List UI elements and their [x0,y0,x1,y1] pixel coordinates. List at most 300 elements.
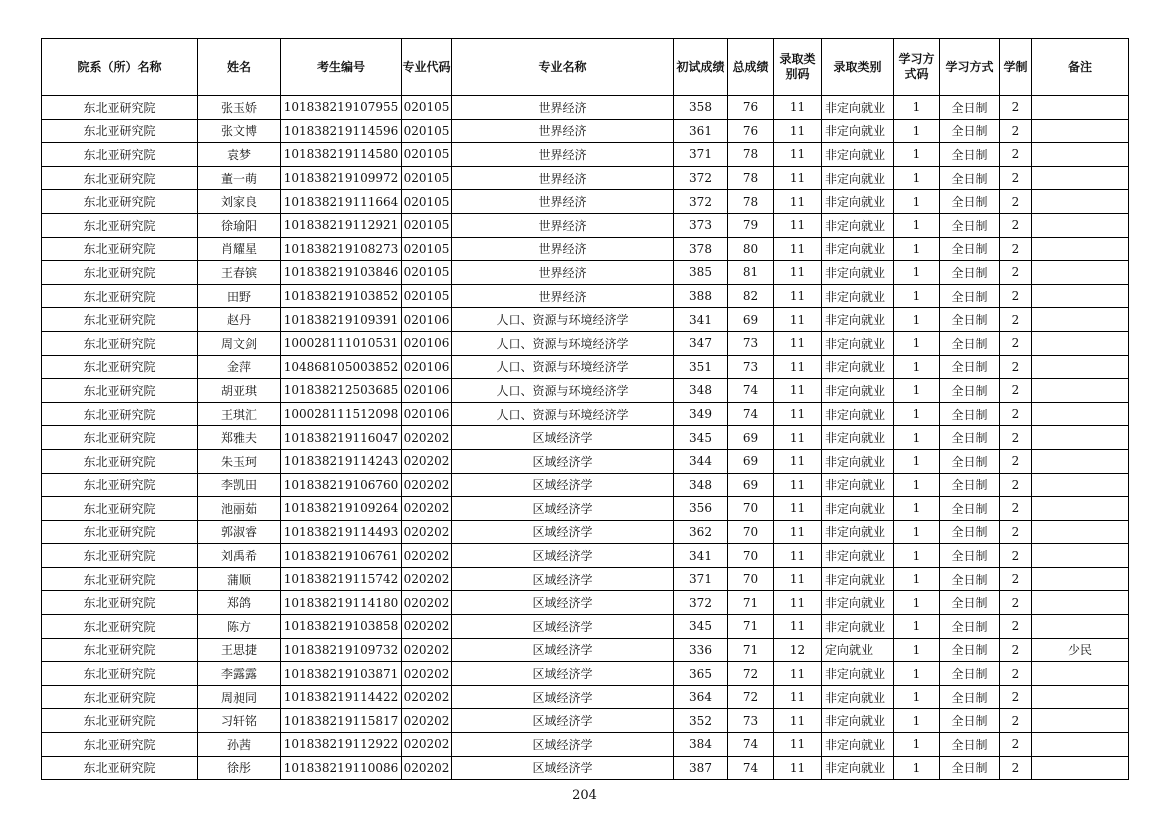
cell-major-code: 020105 [402,237,452,261]
table-row [42,213,1129,237]
table-row [42,402,1129,426]
cell-duration: 2 [1000,709,1032,733]
cell-candidate-id: 101838219115742 [281,567,402,591]
cell-category: 非定向就业 [822,213,894,237]
cell-category-code: 11 [774,402,822,426]
header-study-mode: 学习方式 [940,39,1000,96]
cell-candidate-id: 101838219108273 [281,237,402,261]
header-initial-score: 初试成绩 [674,39,728,96]
cell-category: 非定向就业 [822,96,894,120]
cell-department: 东北亚研究院 [42,544,198,568]
cell-duration: 2 [1000,615,1032,639]
cell-category-code: 11 [774,520,822,544]
cell-remarks [1032,520,1129,544]
cell-study-mode: 全日制 [940,662,1000,686]
cell-category: 非定向就业 [822,190,894,214]
cell-total-score: 78 [728,166,774,190]
cell-major-name: 人口、资源与环境经济学 [452,355,674,379]
cell-category: 非定向就业 [822,355,894,379]
cell-category: 非定向就业 [822,379,894,403]
cell-initial-score: 372 [674,166,728,190]
cell-total-score: 72 [728,662,774,686]
cell-major-code: 020105 [402,284,452,308]
table-header [42,39,1129,96]
cell-name: 蒲顺 [198,567,281,591]
table-row [42,520,1129,544]
cell-initial-score: 388 [674,284,728,308]
cell-total-score: 69 [728,473,774,497]
table-row [42,615,1129,639]
cell-duration: 2 [1000,261,1032,285]
cell-candidate-id: 101838219114580 [281,143,402,167]
cell-major-code: 020105 [402,190,452,214]
cell-category-code: 11 [774,449,822,473]
header-total-score: 总成绩 [728,39,774,96]
cell-major-name: 世界经济 [452,96,674,120]
cell-major-name: 世界经济 [452,261,674,285]
cell-remarks [1032,497,1129,521]
cell-study-mode: 全日制 [940,520,1000,544]
table-row [42,544,1129,568]
cell-total-score: 81 [728,261,774,285]
table-row [42,308,1129,332]
cell-name: 徐瑜阳 [198,213,281,237]
cell-candidate-id: 104868105003852 [281,355,402,379]
cell-study-mode-code: 1 [894,756,940,780]
cell-duration: 2 [1000,119,1032,143]
cell-major-code: 020106 [402,355,452,379]
cell-total-score: 82 [728,284,774,308]
cell-major-name: 区域经济学 [452,709,674,733]
cell-name: 周文剑 [198,331,281,355]
cell-study-mode-code: 1 [894,709,940,733]
cell-duration: 2 [1000,402,1032,426]
cell-study-mode-code: 1 [894,449,940,473]
cell-total-score: 69 [728,308,774,332]
cell-remarks [1032,685,1129,709]
header-department: 院系（所）名称 [42,39,198,96]
header-candidate-id: 考生编号 [281,39,402,96]
cell-category-code: 11 [774,166,822,190]
cell-remarks [1032,143,1129,167]
cell-study-mode-code: 1 [894,119,940,143]
admission-table [41,38,1129,780]
cell-category-code: 11 [774,473,822,497]
cell-remarks [1032,615,1129,639]
cell-study-mode-code: 1 [894,213,940,237]
cell-study-mode: 全日制 [940,237,1000,261]
cell-major-code: 020202 [402,520,452,544]
cell-study-mode: 全日制 [940,756,1000,780]
cell-duration: 2 [1000,143,1032,167]
cell-category-code: 11 [774,615,822,639]
cell-duration: 2 [1000,685,1032,709]
cell-candidate-id: 101838219112921 [281,213,402,237]
cell-candidate-id: 101838219114180 [281,591,402,615]
cell-total-score: 69 [728,426,774,450]
cell-department: 东北亚研究院 [42,615,198,639]
cell-name: 王春镔 [198,261,281,285]
cell-category: 非定向就业 [822,709,894,733]
cell-category-code: 11 [774,497,822,521]
cell-initial-score: 345 [674,615,728,639]
cell-department: 东北亚研究院 [42,261,198,285]
cell-total-score: 73 [728,709,774,733]
cell-category: 非定向就业 [822,402,894,426]
cell-initial-score: 356 [674,497,728,521]
cell-department: 东北亚研究院 [42,166,198,190]
cell-category: 非定向就业 [822,544,894,568]
cell-department: 东北亚研究院 [42,520,198,544]
table-row [42,685,1129,709]
cell-name: 周昶同 [198,685,281,709]
cell-major-code: 020202 [402,473,452,497]
cell-remarks [1032,733,1129,757]
cell-total-score: 76 [728,119,774,143]
cell-major-code: 020106 [402,379,452,403]
table-row [42,567,1129,591]
cell-study-mode: 全日制 [940,615,1000,639]
cell-category-code: 11 [774,662,822,686]
cell-major-code: 020105 [402,213,452,237]
cell-study-mode: 全日制 [940,591,1000,615]
cell-major-name: 区域经济学 [452,449,674,473]
cell-study-mode: 全日制 [940,355,1000,379]
cell-major-code: 020202 [402,591,452,615]
cell-remarks [1032,567,1129,591]
cell-major-name: 区域经济学 [452,497,674,521]
cell-category-code: 11 [774,237,822,261]
cell-initial-score: 385 [674,261,728,285]
cell-remarks [1032,426,1129,450]
cell-study-mode-code: 1 [894,166,940,190]
cell-major-code: 020106 [402,402,452,426]
cell-major-code: 020202 [402,685,452,709]
cell-category: 非定向就业 [822,615,894,639]
cell-duration: 2 [1000,544,1032,568]
cell-duration: 2 [1000,591,1032,615]
cell-major-name: 人口、资源与环境经济学 [452,402,674,426]
cell-major-name: 区域经济学 [452,591,674,615]
table-row [42,473,1129,497]
cell-total-score: 70 [728,520,774,544]
cell-name: 刘禹希 [198,544,281,568]
table-row [42,331,1129,355]
cell-duration: 2 [1000,213,1032,237]
cell-remarks [1032,591,1129,615]
cell-category-code: 11 [774,685,822,709]
cell-candidate-id: 101838219115817 [281,709,402,733]
cell-study-mode: 全日制 [940,638,1000,662]
cell-duration: 2 [1000,638,1032,662]
cell-duration: 2 [1000,449,1032,473]
cell-major-code: 020202 [402,733,452,757]
table-row [42,497,1129,521]
cell-initial-score: 372 [674,190,728,214]
cell-study-mode: 全日制 [940,567,1000,591]
cell-category: 非定向就业 [822,685,894,709]
cell-duration: 2 [1000,497,1032,521]
cell-category: 非定向就业 [822,237,894,261]
table-row [42,733,1129,757]
cell-study-mode: 全日制 [940,497,1000,521]
cell-study-mode-code: 1 [894,615,940,639]
cell-category-code: 11 [774,213,822,237]
cell-study-mode-code: 1 [894,426,940,450]
cell-initial-score: 358 [674,96,728,120]
cell-name: 张文博 [198,119,281,143]
cell-name: 郑雅夫 [198,426,281,450]
table-row [42,284,1129,308]
cell-major-code: 020202 [402,756,452,780]
table-row [42,591,1129,615]
cell-major-name: 世界经济 [452,237,674,261]
cell-total-score: 76 [728,96,774,120]
cell-major-code: 020105 [402,143,452,167]
cell-initial-score: 371 [674,143,728,167]
cell-category-code: 11 [774,591,822,615]
cell-initial-score: 365 [674,662,728,686]
cell-remarks [1032,756,1129,780]
cell-total-score: 70 [728,497,774,521]
cell-major-code: 020202 [402,426,452,450]
cell-study-mode: 全日制 [940,119,1000,143]
cell-initial-score: 336 [674,638,728,662]
cell-name: 金萍 [198,355,281,379]
cell-initial-score: 344 [674,449,728,473]
cell-department: 东北亚研究院 [42,119,198,143]
cell-candidate-id: 101838219103858 [281,615,402,639]
cell-category: 非定向就业 [822,308,894,332]
cell-candidate-id: 101838219109264 [281,497,402,521]
cell-department: 东北亚研究院 [42,284,198,308]
cell-major-code: 020202 [402,638,452,662]
cell-initial-score: 347 [674,331,728,355]
cell-major-name: 人口、资源与环境经济学 [452,308,674,332]
cell-department: 东北亚研究院 [42,685,198,709]
cell-major-name: 世界经济 [452,166,674,190]
cell-total-score: 70 [728,544,774,568]
header-major-code: 专业代码 [402,39,452,96]
cell-category: 非定向就业 [822,497,894,521]
cell-category-code: 11 [774,143,822,167]
cell-name: 赵丹 [198,308,281,332]
cell-remarks [1032,402,1129,426]
cell-candidate-id: 101838219112922 [281,733,402,757]
cell-category: 非定向就业 [822,119,894,143]
cell-name: 陈方 [198,615,281,639]
cell-study-mode-code: 1 [894,685,940,709]
cell-study-mode-code: 1 [894,190,940,214]
header-category-code: 录取类别码 [774,39,822,96]
cell-name: 董一萌 [198,166,281,190]
cell-duration: 2 [1000,190,1032,214]
cell-name: 刘家良 [198,190,281,214]
cell-total-score: 71 [728,591,774,615]
cell-remarks [1032,709,1129,733]
cell-category-code: 11 [774,426,822,450]
cell-duration: 2 [1000,308,1032,332]
cell-study-mode-code: 1 [894,308,940,332]
table-body [42,96,1129,780]
cell-duration: 2 [1000,96,1032,120]
cell-study-mode: 全日制 [940,308,1000,332]
cell-name: 王琪汇 [198,402,281,426]
cell-candidate-id: 101838219103852 [281,284,402,308]
cell-category-code: 11 [774,284,822,308]
cell-department: 东北亚研究院 [42,497,198,521]
cell-department: 东北亚研究院 [42,379,198,403]
cell-department: 东北亚研究院 [42,709,198,733]
cell-department: 东北亚研究院 [42,756,198,780]
cell-duration: 2 [1000,473,1032,497]
cell-department: 东北亚研究院 [42,662,198,686]
cell-duration: 2 [1000,426,1032,450]
cell-study-mode-code: 1 [894,143,940,167]
cell-duration: 2 [1000,166,1032,190]
cell-candidate-id: 101838219114422 [281,685,402,709]
cell-study-mode-code: 1 [894,638,940,662]
cell-department: 东北亚研究院 [42,237,198,261]
cell-study-mode: 全日制 [940,379,1000,403]
cell-major-name: 区域经济学 [452,662,674,686]
cell-major-name: 世界经济 [452,143,674,167]
cell-duration: 2 [1000,733,1032,757]
cell-remarks: 少民 [1032,638,1129,662]
cell-category: 非定向就业 [822,567,894,591]
table-row [42,119,1129,143]
cell-name: 李露露 [198,662,281,686]
cell-study-mode-code: 1 [894,497,940,521]
cell-remarks [1032,308,1129,332]
cell-remarks [1032,355,1129,379]
cell-department: 东北亚研究院 [42,143,198,167]
cell-remarks [1032,284,1129,308]
cell-study-mode: 全日制 [940,709,1000,733]
cell-department: 东北亚研究院 [42,355,198,379]
cell-initial-score: 361 [674,119,728,143]
cell-remarks [1032,473,1129,497]
cell-major-name: 区域经济学 [452,544,674,568]
cell-name: 孙茜 [198,733,281,757]
cell-study-mode-code: 1 [894,96,940,120]
cell-category-code: 11 [774,119,822,143]
table-row [42,96,1129,120]
cell-category: 非定向就业 [822,331,894,355]
cell-remarks [1032,544,1129,568]
cell-study-mode: 全日制 [940,261,1000,285]
table-row [42,449,1129,473]
cell-name: 张玉娇 [198,96,281,120]
cell-name: 田野 [198,284,281,308]
cell-major-name: 区域经济学 [452,638,674,662]
cell-name: 池丽茹 [198,497,281,521]
cell-study-mode: 全日制 [940,284,1000,308]
cell-category: 非定向就业 [822,733,894,757]
cell-category: 定向就业 [822,638,894,662]
cell-department: 东北亚研究院 [42,473,198,497]
header-study-mode-code: 学习方式码 [894,39,940,96]
table-row [42,261,1129,285]
cell-name: 李凯田 [198,473,281,497]
cell-study-mode: 全日制 [940,331,1000,355]
cell-name: 胡亚琪 [198,379,281,403]
cell-candidate-id: 100028111512098 [281,402,402,426]
cell-study-mode: 全日制 [940,426,1000,450]
cell-candidate-id: 101838219109391 [281,308,402,332]
cell-name: 郭淑睿 [198,520,281,544]
cell-study-mode: 全日制 [940,190,1000,214]
cell-study-mode-code: 1 [894,520,940,544]
cell-total-score: 74 [728,402,774,426]
cell-major-name: 人口、资源与环境经济学 [452,331,674,355]
cell-duration: 2 [1000,567,1032,591]
cell-duration: 2 [1000,284,1032,308]
cell-initial-score: 362 [674,520,728,544]
cell-major-code: 020202 [402,567,452,591]
cell-department: 东北亚研究院 [42,331,198,355]
cell-remarks [1032,166,1129,190]
cell-candidate-id: 101838219109732 [281,638,402,662]
cell-candidate-id: 101838219109972 [281,166,402,190]
cell-candidate-id: 101838219107955 [281,96,402,120]
cell-candidate-id: 101838219114243 [281,449,402,473]
cell-major-name: 世界经济 [452,119,674,143]
cell-study-mode-code: 1 [894,261,940,285]
cell-department: 东北亚研究院 [42,308,198,332]
cell-category: 非定向就业 [822,166,894,190]
cell-initial-score: 345 [674,426,728,450]
cell-name: 徐彤 [198,756,281,780]
cell-major-name: 世界经济 [452,284,674,308]
cell-category: 非定向就业 [822,143,894,167]
cell-duration: 2 [1000,662,1032,686]
cell-remarks [1032,213,1129,237]
table-row [42,662,1129,686]
cell-initial-score: 351 [674,355,728,379]
cell-department: 东北亚研究院 [42,591,198,615]
cell-candidate-id: 101838219106761 [281,544,402,568]
cell-candidate-id: 101838219111664 [281,190,402,214]
table-row [42,638,1129,662]
header-major-name: 专业名称 [452,39,674,96]
table-row [42,709,1129,733]
cell-major-code: 020105 [402,119,452,143]
cell-category: 非定向就业 [822,284,894,308]
cell-total-score: 74 [728,733,774,757]
cell-study-mode: 全日制 [940,402,1000,426]
cell-study-mode: 全日制 [940,685,1000,709]
cell-study-mode: 全日制 [940,449,1000,473]
cell-major-code: 020105 [402,261,452,285]
table-row [42,143,1129,167]
cell-department: 东北亚研究院 [42,733,198,757]
header-duration: 学制 [1000,39,1032,96]
cell-major-name: 人口、资源与环境经济学 [452,379,674,403]
cell-study-mode-code: 1 [894,284,940,308]
cell-total-score: 78 [728,190,774,214]
cell-department: 东北亚研究院 [42,426,198,450]
cell-name: 郑鸽 [198,591,281,615]
cell-major-code: 020202 [402,662,452,686]
cell-category-code: 11 [774,96,822,120]
cell-major-name: 区域经济学 [452,473,674,497]
cell-study-mode: 全日制 [940,96,1000,120]
cell-initial-score: 372 [674,591,728,615]
page-number: 204 [572,788,597,803]
cell-initial-score: 341 [674,544,728,568]
cell-category-code: 11 [774,544,822,568]
